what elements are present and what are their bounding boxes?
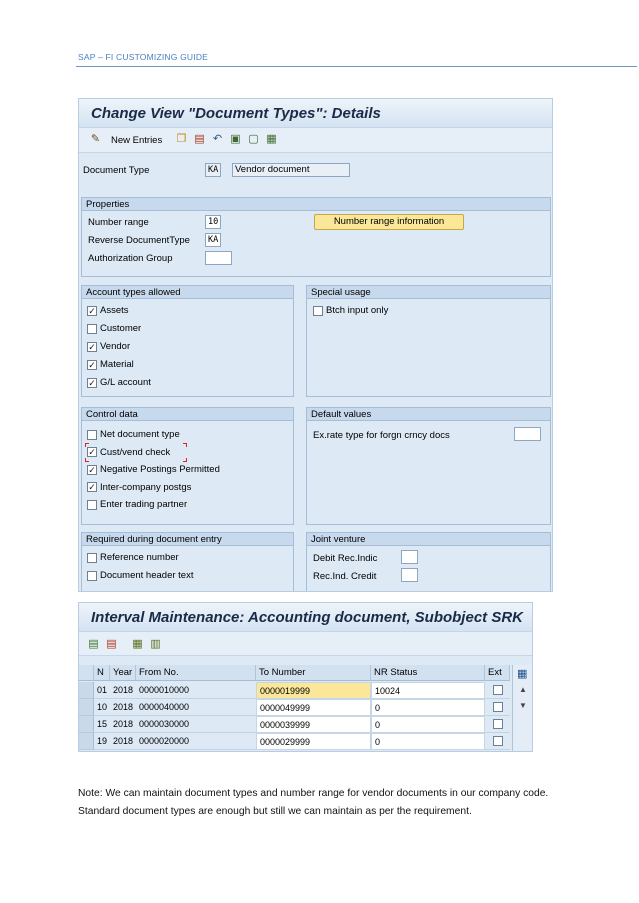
account-type-checkbox[interactable]: [87, 341, 130, 352]
number-range-label: Number range: [88, 217, 149, 228]
checkbox-box[interactable]: [87, 430, 97, 440]
row-selector[interactable]: [79, 699, 94, 716]
cell-ext[interactable]: [485, 699, 510, 716]
scroll-up-icon[interactable]: ▲: [519, 685, 527, 694]
cell-ext[interactable]: [485, 716, 510, 733]
account-types-title: Account types allowed: [82, 286, 293, 299]
rec-ind-credit-field[interactable]: [401, 568, 418, 582]
ext-checkbox[interactable]: [493, 719, 503, 729]
row-selector[interactable]: [79, 733, 94, 750]
column-header[interactable]: Year: [110, 665, 136, 681]
number-range-info-button[interactable]: Number range information: [314, 214, 464, 230]
cell-status[interactable]: 0: [371, 699, 485, 716]
account-type-checkbox[interactable]: [87, 377, 151, 388]
control-data-checkbox[interactable]: [87, 499, 187, 510]
cell-from: 0000040000: [136, 699, 256, 716]
document-header: SAP – FI CUSTOMIZING GUIDE: [78, 52, 209, 62]
checkbox-label: G/L account: [100, 377, 151, 388]
interval-screen-title: Interval Maintenance: Accounting document, Subobject SRK: [79, 603, 532, 631]
special-usage-group: [306, 285, 551, 397]
new-entries-button[interactable]: New Entries: [111, 135, 163, 146]
toolbar: [79, 127, 552, 153]
number-range-field[interactable]: 10: [205, 215, 221, 229]
cell-n: 10: [94, 699, 110, 716]
cell-from: 0000020000: [136, 733, 256, 750]
document-type-code: KA: [205, 163, 221, 177]
cell-to[interactable]: 0000019999: [256, 682, 371, 699]
deselect-icon[interactable]: ▢: [248, 133, 259, 145]
debit-rec-indic-label: Debit Rec.Indic: [313, 553, 378, 564]
checkbox-label: Reference number: [100, 552, 179, 563]
delete-icon[interactable]: ▤: [194, 133, 205, 145]
focus-corner-br: [183, 458, 187, 462]
select-all-column[interactable]: [79, 665, 94, 681]
checkbox-label: Enter trading partner: [100, 499, 188, 510]
cell-year: 2018: [110, 716, 136, 733]
column-header[interactable]: To Number: [256, 665, 371, 681]
checkbox-box[interactable]: ✓: [88, 305, 96, 316]
cell-n: 01: [94, 682, 110, 699]
exrate-type-field[interactable]: [514, 427, 541, 441]
column-header[interactable]: Ext: [485, 665, 510, 681]
screen-title: Change View "Document Types": Details: [79, 99, 552, 127]
checkbox-box[interactable]: ✓: [88, 341, 96, 352]
joint-venture-title: Joint venture: [307, 533, 550, 546]
checkbox-label: Material: [100, 359, 134, 370]
table-row[interactable]: [79, 716, 510, 733]
exrate-type-label: Ex.rate type for forgn crncy docs: [313, 430, 450, 441]
checkbox-label: Btch input only: [326, 305, 389, 316]
account-type-checkbox[interactable]: [87, 359, 134, 370]
document-types-screen: [78, 98, 553, 592]
table-row[interactable]: [79, 733, 510, 750]
checkbox-box[interactable]: ✓: [88, 447, 96, 457]
focus-corner-tr: [183, 443, 187, 447]
select-icon[interactable]: ▦: [132, 638, 143, 650]
default-values-title: Default values: [307, 408, 550, 421]
properties-title: Properties: [82, 198, 550, 211]
authorization-group-field[interactable]: [205, 251, 232, 265]
header-rule: [76, 66, 637, 67]
cell-to[interactable]: 0000039999: [256, 716, 371, 733]
cell-year: 2018: [110, 733, 136, 750]
cell-n: 15: [94, 716, 110, 733]
cell-status[interactable]: 0: [371, 733, 485, 750]
checkbox-label: Assets: [100, 305, 129, 316]
special-usage-title: Special usage: [307, 286, 550, 299]
checkbox-box[interactable]: [87, 553, 97, 563]
authorization-group-label: Authorization Group: [88, 253, 173, 264]
checkbox-label: Cust/vend check: [100, 446, 171, 458]
default-values-group: [306, 407, 551, 525]
table-scrollbar[interactable]: [512, 665, 533, 752]
block-icon[interactable]: ▦: [266, 133, 277, 145]
checkbox-box[interactable]: [313, 306, 323, 316]
cell-to[interactable]: 0000049999: [256, 699, 371, 716]
column-header[interactable]: N: [94, 665, 110, 681]
ext-checkbox[interactable]: [493, 702, 503, 712]
focus-corner-bl: [85, 458, 89, 462]
checkbox-box[interactable]: ✓: [88, 359, 96, 370]
cell-year: 2018: [110, 682, 136, 699]
debit-rec-indic-field[interactable]: [401, 550, 418, 564]
rec-ind-credit-label: Rec.Ind. Credit: [313, 571, 377, 582]
overview-icon[interactable]: ▥: [150, 638, 161, 650]
reverse-doc-type-field[interactable]: KA: [205, 233, 221, 247]
delete-interval-icon[interactable]: ▤: [106, 638, 117, 650]
cell-from: 0000010000: [136, 682, 256, 699]
checkbox-label: Vendor: [100, 341, 131, 352]
required-entry-title: Required during document entry: [82, 533, 293, 546]
cell-to[interactable]: 0000029999: [256, 733, 371, 750]
focus-corner-tl: [85, 443, 89, 447]
control-data-checkbox[interactable]: [87, 429, 180, 440]
document-type-description: Vendor document: [232, 163, 350, 177]
cell-ext[interactable]: [485, 733, 510, 750]
interval-maintenance-screen: [78, 602, 533, 752]
ext-checkbox[interactable]: [493, 736, 503, 746]
cell-from: 0000030000: [136, 716, 256, 733]
checkbox-label: Net document type: [100, 429, 180, 440]
control-data-checkbox[interactable]: [87, 447, 170, 458]
row-selector[interactable]: [79, 716, 94, 733]
copy-icon[interactable]: ❐: [176, 133, 187, 145]
control-data-checkbox[interactable]: [87, 482, 191, 493]
checkbox-box[interactable]: ✓: [88, 482, 96, 492]
column-header[interactable]: From No.: [136, 665, 256, 681]
account-type-checkbox[interactable]: [87, 323, 141, 334]
checkbox-label: Document header text: [100, 570, 194, 581]
edit-icon[interactable]: ✎: [90, 133, 101, 145]
cell-status[interactable]: 0: [371, 716, 485, 733]
undo-icon[interactable]: ↶: [212, 133, 223, 145]
control-data-title: Control data: [82, 408, 293, 421]
checkbox-box[interactable]: [87, 324, 97, 334]
reverse-doc-type-label: Reverse DocumentType: [88, 235, 190, 246]
table-settings-icon[interactable]: ▦: [517, 668, 528, 680]
cell-status[interactable]: 10024: [371, 682, 485, 699]
special-usage-checkbox[interactable]: [313, 305, 388, 316]
checkbox-box[interactable]: [87, 500, 97, 510]
cell-year: 2018: [110, 699, 136, 716]
cell-n: 19: [94, 733, 110, 750]
checkbox-box[interactable]: [87, 571, 97, 581]
checkbox-label: Customer: [100, 323, 142, 334]
required-entry-checkbox[interactable]: [87, 570, 193, 581]
select-all-icon[interactable]: ▣: [230, 133, 241, 145]
row-selector[interactable]: [79, 682, 94, 699]
insert-interval-icon[interactable]: ▤: [88, 638, 99, 650]
control-data-checkbox[interactable]: [87, 464, 220, 475]
document-type-label: Document Type: [83, 165, 150, 176]
ext-checkbox[interactable]: [493, 685, 503, 695]
note-paragraph: Note: We can maintain document types and number range for vendor documents in our company code. Standard document types are enough but still we can maintain as per the requirement.: [78, 788, 549, 817]
checkbox-label: Inter-company postgs: [100, 481, 192, 493]
scroll-down-icon[interactable]: ▼: [519, 701, 527, 710]
table-row[interactable]: [79, 699, 510, 716]
table-row[interactable]: [79, 682, 510, 699]
column-header[interactable]: NR Status: [371, 665, 485, 681]
cell-ext[interactable]: [485, 682, 510, 699]
checkbox-box[interactable]: ✓: [88, 464, 96, 475]
account-type-checkbox[interactable]: [87, 305, 129, 316]
checkbox-box[interactable]: ✓: [88, 377, 96, 388]
required-entry-checkbox[interactable]: [87, 552, 179, 563]
interval-toolbar: [79, 631, 532, 656]
checkbox-label: Negative Postings Permitted: [100, 464, 220, 475]
